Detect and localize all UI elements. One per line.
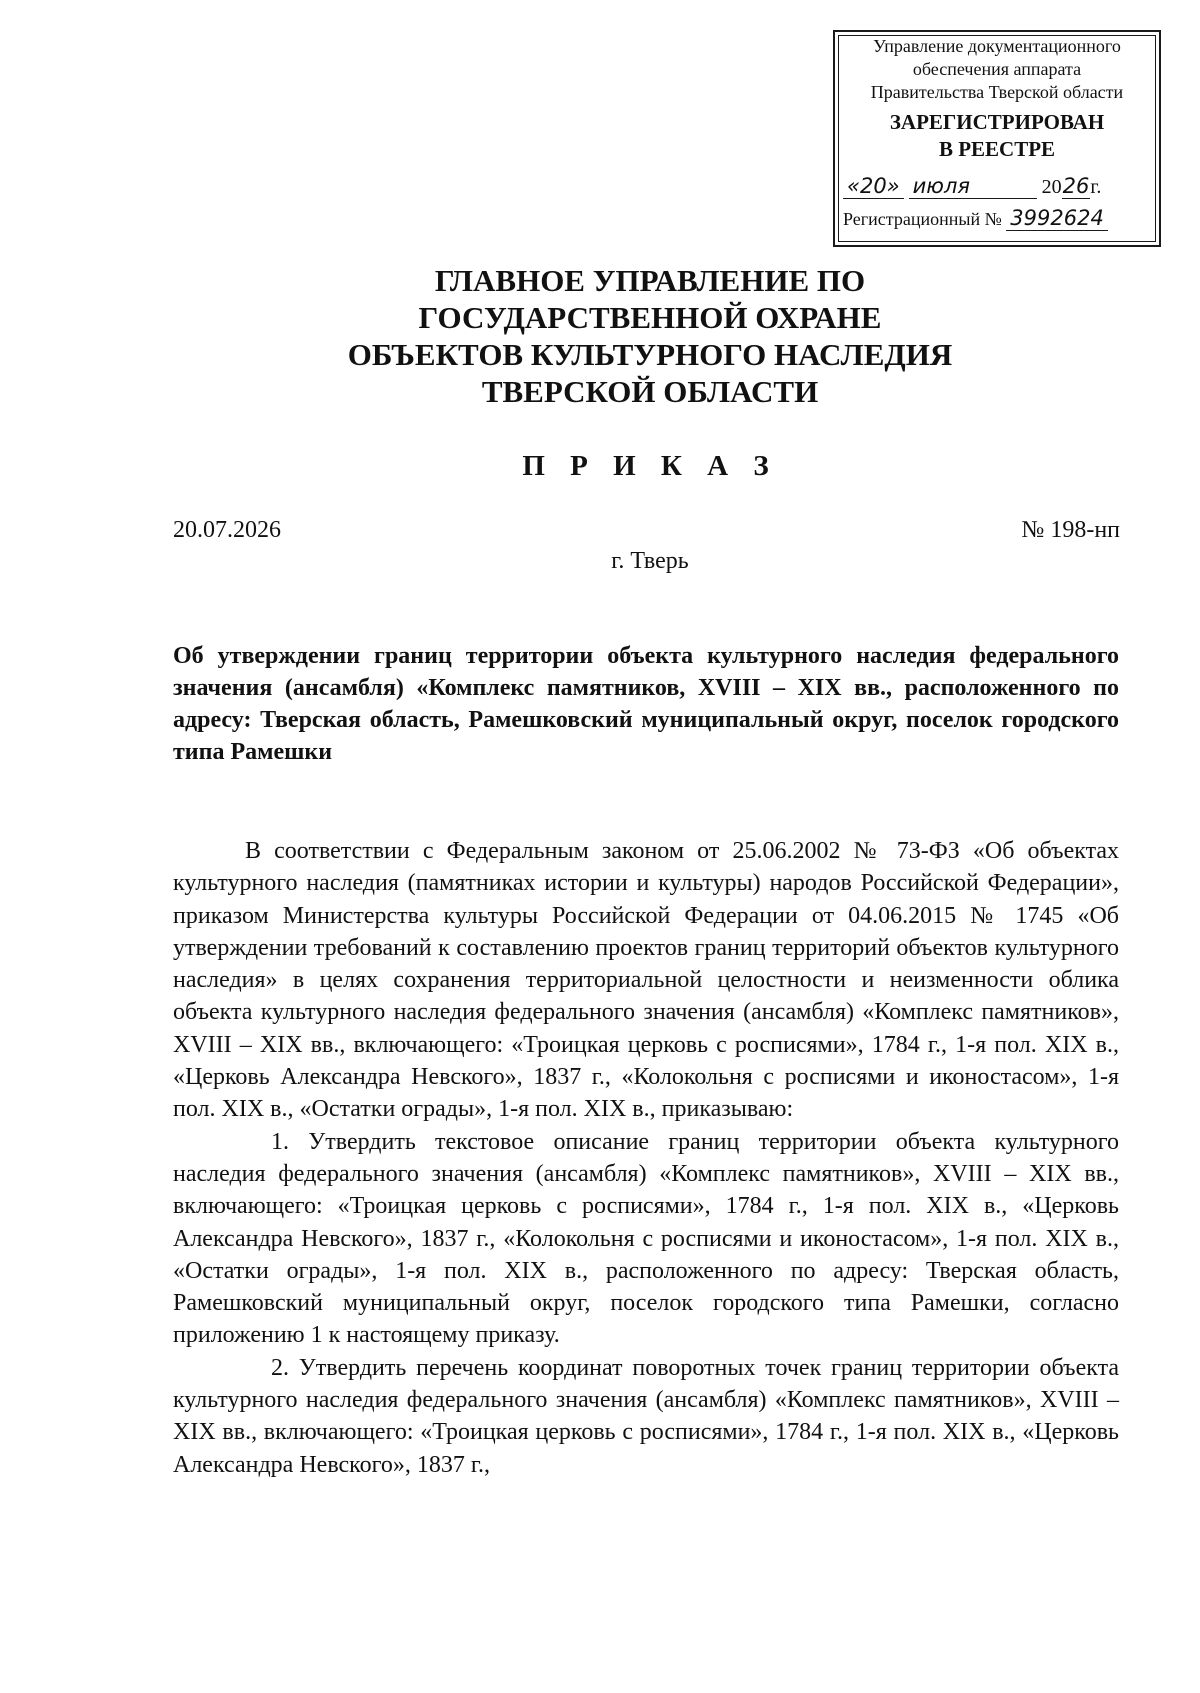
stamp-org-line-1: Управление документационного: [873, 36, 1121, 56]
stamp-date-month: июля: [909, 175, 1037, 199]
stamp-inner-border: [838, 35, 1156, 242]
stamp-status-line-2: В РЕЕСТРЕ: [938, 137, 1056, 161]
stamp-date-year-suffix: 26: [1062, 174, 1090, 198]
document-type: П Р И К А З: [522, 450, 778, 482]
authority-line-4: ТВЕРСКОЙ ОБЛАСТИ: [481, 374, 819, 409]
authority-line-3: ОБЪЕКТОВ КУЛЬТУРНОГО НАСЛЕДИЯ: [347, 337, 953, 372]
stamp-org-line-3: Правительства Тверской области: [870, 82, 1124, 102]
stamp-reg-label: Регистрационный №: [843, 209, 1002, 229]
document-subject: Об утверждении границ территории объекта культурного наследия федерального значения (ансамбля) «Комплекс памятников, XVIII – XIX вв., расположенного по адресу: Тверская область, Рамешковский муниципальный округ, поселок городского типа Рамешки: [173, 643, 1119, 765]
authority-line-2: ГОСУДАРСТВЕННОЙ ОХРАНЕ: [418, 300, 882, 335]
issuing-authority: [200, 262, 1100, 410]
body-preamble: В соответствии с Федеральным законом от 25.06.2002 № 73-ФЗ «Об объектах культурного наследия (памятниках истории и культуры) народов Российской Федерации», приказом Министерства культуры Российской Федерации от 04.06.2015 № 1745 «Об утверждении требований к составлению проектов границ территорий объектов культурного наследия» в целях сохранения территориальной целостности и неизменности облика объекта культурного наследия федерального значения (ансамбля) «Комплекс памятников», XVIII – XIX вв., включающего: «Троицкая церковь с росписями», 1784 г., 1-я пол. XIX в., «Церковь Александра Невского», 1837 г., «Колокольня с росписями и иконостасом», 1-я пол. XIX в., «Остатки ограды», 1-я пол. XIX в., приказываю:: [173, 838, 1119, 1123]
document-date: 20.07.2026: [173, 517, 281, 543]
body-item-2: 2. Утвердить перечень координат поворотных точек границ территории объекта культурного наследия федерального значения (ансамбля) «Комплекс памятников», XVIII – XIX вв., включающего: «Троицкая церковь с росписями», 1784 г., 1-я пол. XIX в., «Церковь Александра Невского», 1837 г.,: [173, 1354, 1119, 1478]
stamp-date-day: «20»: [843, 175, 904, 199]
stamp-org-line-2: обеспечения аппарата: [912, 59, 1082, 79]
authority-line-1: ГЛАВНОЕ УПРАВЛЕНИЕ ПО: [434, 263, 866, 298]
stamp-status-line-1: ЗАРЕГИСТРИРОВАН: [889, 110, 1105, 134]
stamp-date-year-prefix: 20: [1041, 176, 1062, 198]
stamp-date-suffix: г.: [1090, 176, 1102, 198]
document-body: [173, 835, 1119, 1481]
body-item-1: 1. Утвердить текстовое описание границ территории объекта культурного наследия федерального значения (ансамбля) «Комплекс памятников», XVIII – XIX вв., включающего: «Троицкая церковь с росписями», 1784 г., 1-я пол. XIX в., «Церковь Александра Невского», 1837 г., «Колокольня с росписями и иконостасом», 1-я пол. XIX в., «Остатки ограды», 1-я пол. XIX в., расположенного по адресу: Тверская область, Рамешковский муниципальный округ, поселок городского типа Рамешки, согласно приложению 1 к настоящему приказу.: [173, 1128, 1119, 1349]
document-city: г. Тверь: [611, 548, 689, 574]
registration-stamp: [833, 30, 1161, 247]
stamp-reg-number: 3992624: [1006, 207, 1108, 231]
document-number: № 198-нп: [1021, 517, 1120, 543]
